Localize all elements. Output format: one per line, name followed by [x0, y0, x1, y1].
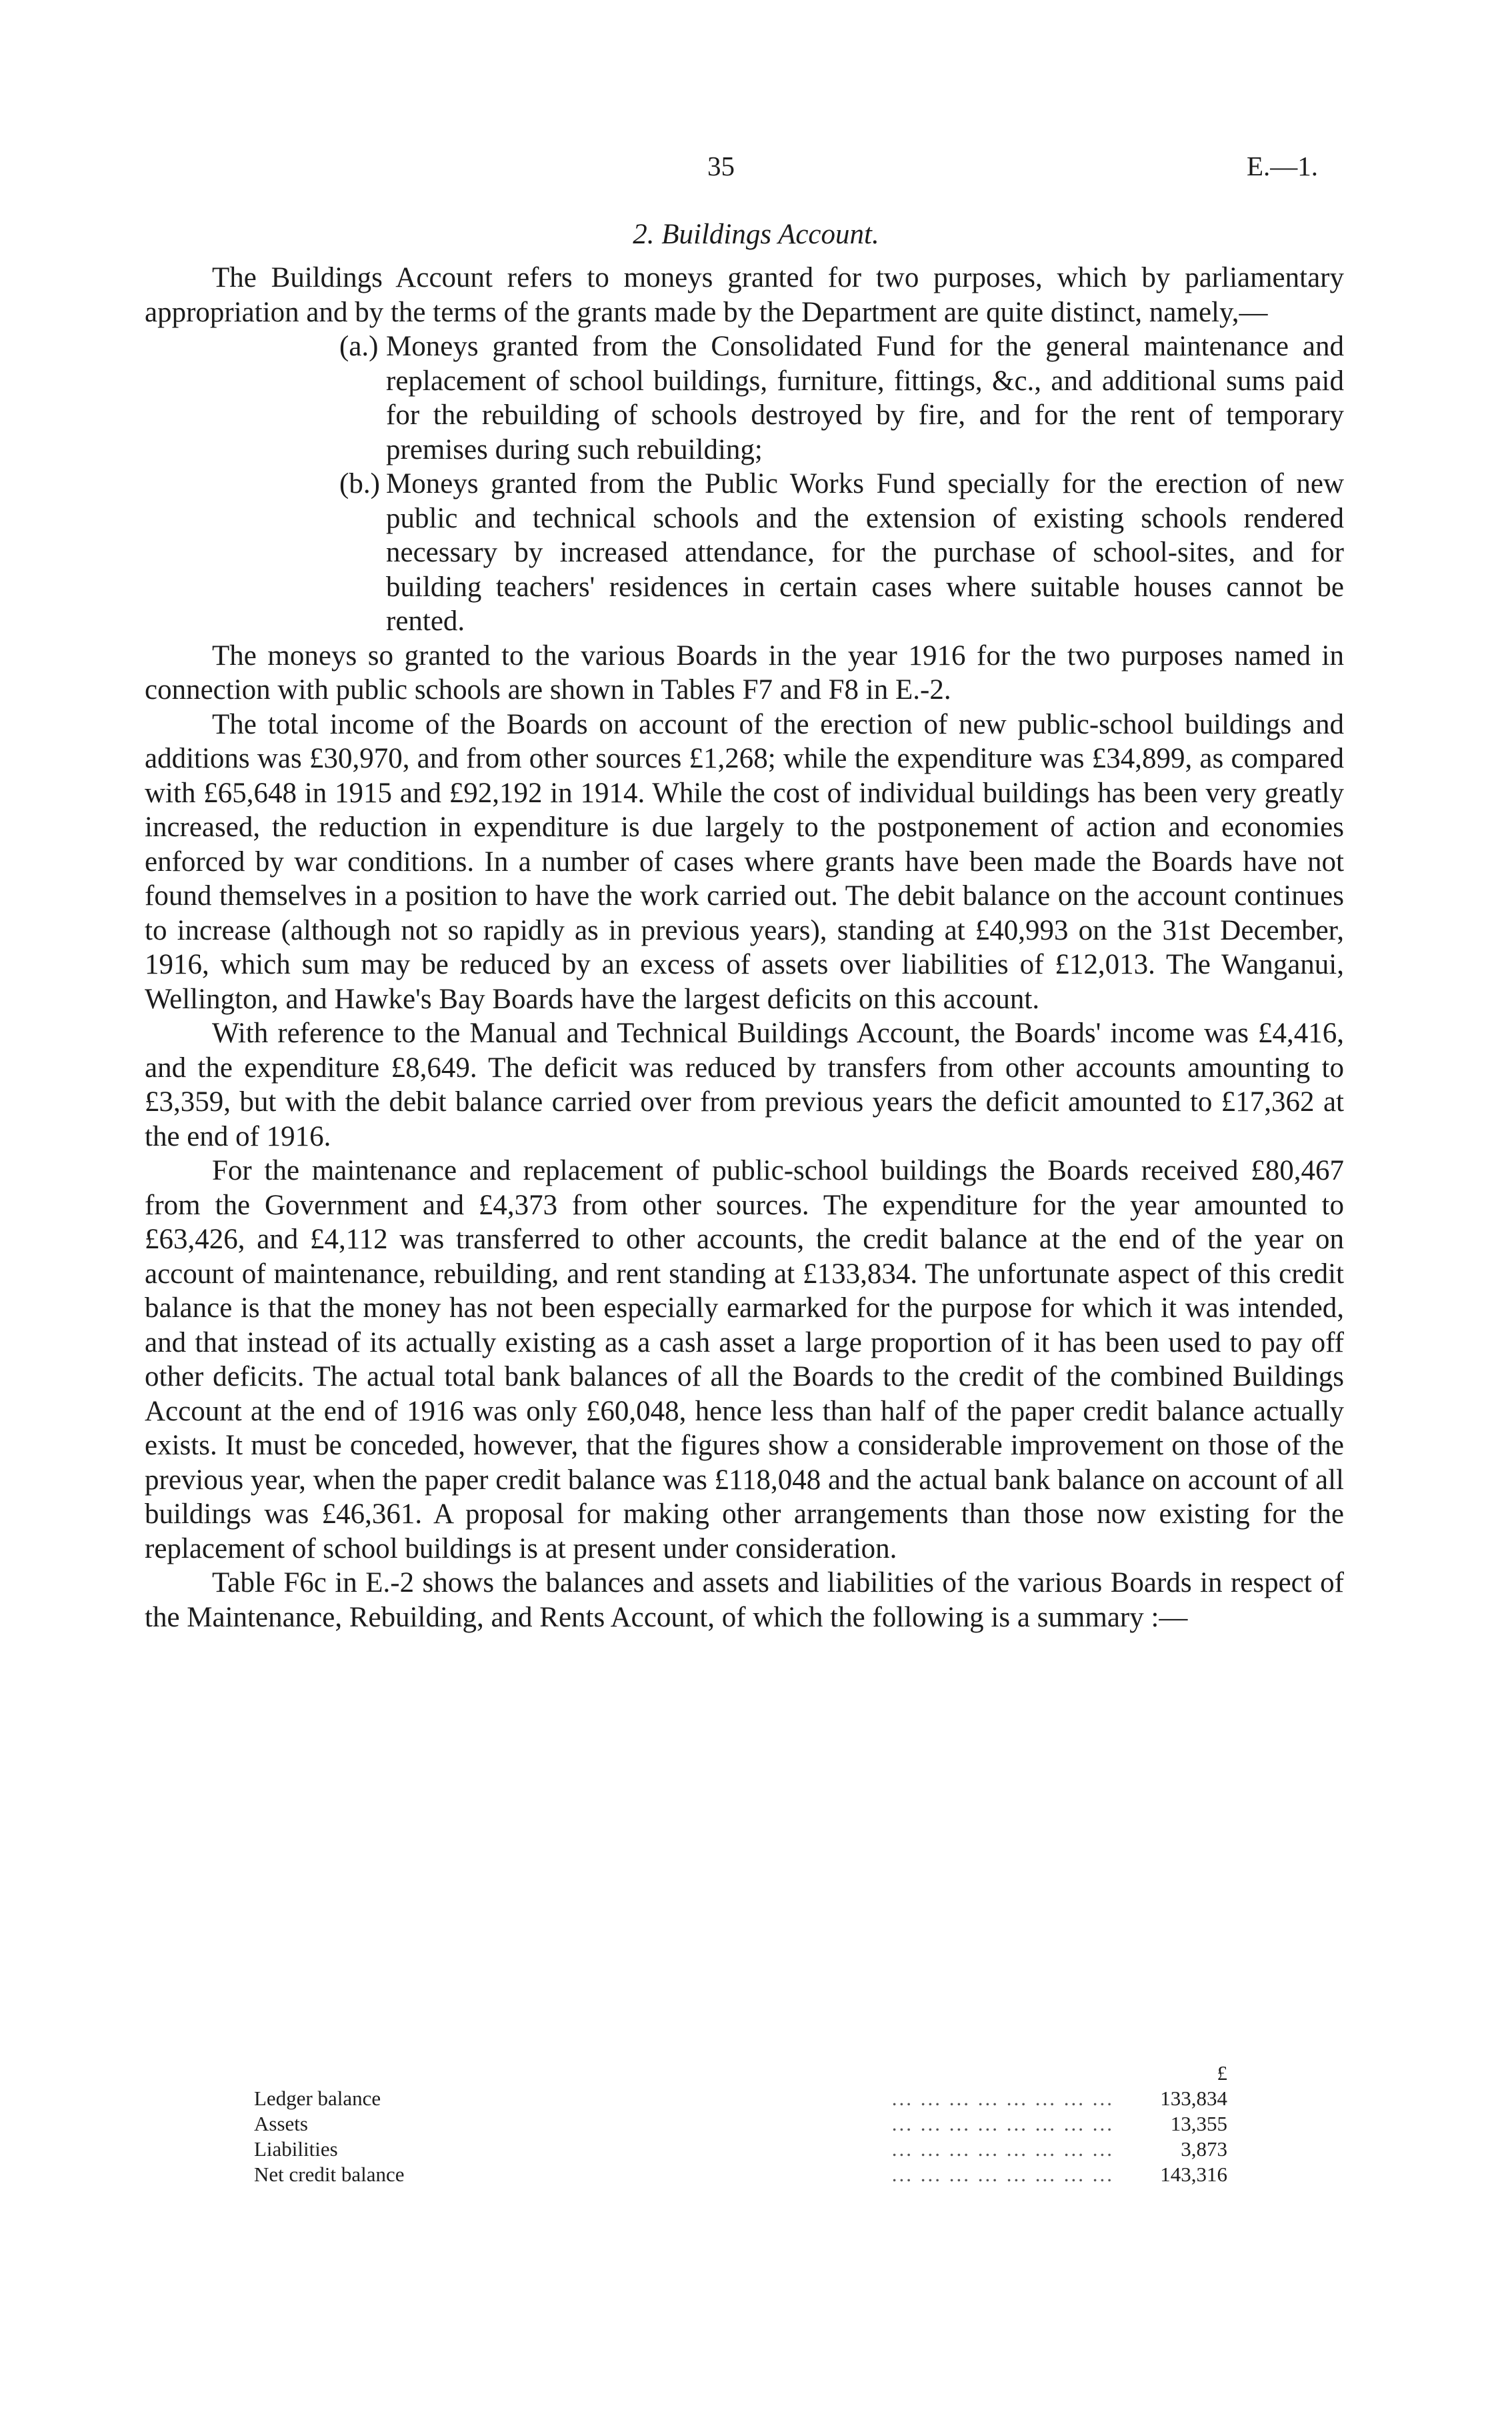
list-item-b-text: Moneys granted from the Public Works Fund specially for the erection of new public and technical schools and the extension of existing schools rendered necessary by increased attendance, for the purchase of school-sites, and for building teachers' residences in certain cases where suitable houses cannot be rented.: [386, 468, 1344, 637]
summary-table: [254, 2061, 1227, 2187]
table-reference-paragraph: Table F6c in E.-2 shows the balances and assets and liabilities of the various Boards in respect of the Maintenance, Rebuilding, and Rents Account, of which the following is a summary :—: [145, 1567, 1344, 1633]
list-item-a-text: Moneys granted from the Consolidated Fund for the general maintenance and replacement of school buildings, furniture, fittings, &c., and additional sums paid for the rebuilding of schools destroyed by fire, and for the rent of temporary premises during such rebuilding;: [386, 331, 1344, 465]
summary-row: [254, 2162, 1227, 2187]
list-item-b: [145, 467, 1344, 639]
summary-row: [254, 2137, 1227, 2162]
summary-value: 133,834: [1160, 2087, 1227, 2110]
summary-value: 143,316: [1160, 2163, 1227, 2186]
summary-unit: £: [1217, 2061, 1227, 2085]
summary-label: Net credit balance: [254, 2163, 405, 2186]
section-title: 2. Buildings Account.: [633, 219, 879, 250]
summary-leader: ... ... ... ... ... ... ... ...: [891, 2087, 1114, 2110]
summary-value: 3,873: [1181, 2137, 1227, 2161]
page-number: 35: [707, 151, 735, 181]
summary-leader: ... ... ... ... ... ... ... ...: [891, 2163, 1114, 2186]
maintenance-paragraph: For the maintenance and replacement of public-school buildings the Boards received £80,467 from the Government and £4,373 from other sources. The expenditure for the year amounted to £63,426, and £4,112 was transferred to other accounts, the credit balance at the end of the year on account of maintenance, rebuilding, and rent standing at £133,834. The unfortunate aspect of this credit balance is that the money has not been especially earmarked for the purpose for which it was intended, and that instead of its actually existing as a cash asset a large proportion of it has been used to pay off other deficits. The actual total bank balances of all the Boards to the credit of the combined Buildings Account at the end of 1916 was only £60,048, hence less than half of the paper credit balance actually exists. It must be conceded, however, that the figures show a considerable improvement on those of the previous year, when the paper credit balance was £118,048 and the actual bank balance on account of all buildings was £46,361. A proposal for making other arrangements than those now existing for the replacement of school buildings is at present under consideration.: [145, 1155, 1344, 1564]
summary-value: 13,355: [1170, 2112, 1227, 2135]
body-text-top: [145, 261, 1344, 1634]
list-marker-a: (a.): [339, 331, 379, 362]
summary-leader: ... ... ... ... ... ... ... ...: [891, 2112, 1114, 2135]
summary-label: Assets: [254, 2112, 308, 2135]
list-marker-b: (b.): [339, 468, 380, 499]
summary-leader: ... ... ... ... ... ... ... ...: [891, 2137, 1114, 2161]
total-income-paragraph: The total income of the Boards on account of the erection of new public-school buildings and additions was £30,970, and from other sources £1,268; while the expenditure was £34,899, as compared with £65,648 in 1915 and £92,192 in 1914. While the cost of individual buildings has been very greatly increased, the reduction in expenditure is due largely to the postponement of action and economies enforced by war conditions. In a number of cases where grants have been made the Boards have not found themselves in a position to have the work carried out. The debit balance on the account continues to increase (although not so rapidly as in previous years), standing at £40,993 on the 31st December, 1916, which sum may be reduced by an excess of assets over liabilities of £12,013. The Wanganui, Wellington, and Hawke's Bay Boards have the largest deficits on this account.: [145, 708, 1344, 1015]
manual-technical-paragraph: With reference to the Manual and Technical Buildings Account, the Boards' income was £4,416, and the expenditure £8,649. The deficit was reduced by transfers from other accounts amounting to £3,359, but with the debit balance carried over from previous years the deficit amounted to £17,362 at the end of 1916.: [145, 1018, 1344, 1152]
intro-paragraph: The Buildings Account refers to moneys granted for two purposes, which by parliamentary appropriation and by the terms of the grants made by the Department are quite distinct, namely,—: [145, 262, 1344, 328]
summary-row: [254, 2086, 1227, 2111]
summary-label: Liabilities: [254, 2137, 338, 2161]
summary-label: Ledger balance: [254, 2087, 381, 2110]
summary-row: [254, 2111, 1227, 2137]
document-reference: E.—1.: [1247, 151, 1319, 181]
list-item-a: [145, 329, 1344, 467]
moneys-paragraph: The moneys so granted to the various Boards in the year 1916 for the two purposes named in connection with public schools are shown in Tables F7 and F8 in E.-2.: [145, 640, 1344, 706]
